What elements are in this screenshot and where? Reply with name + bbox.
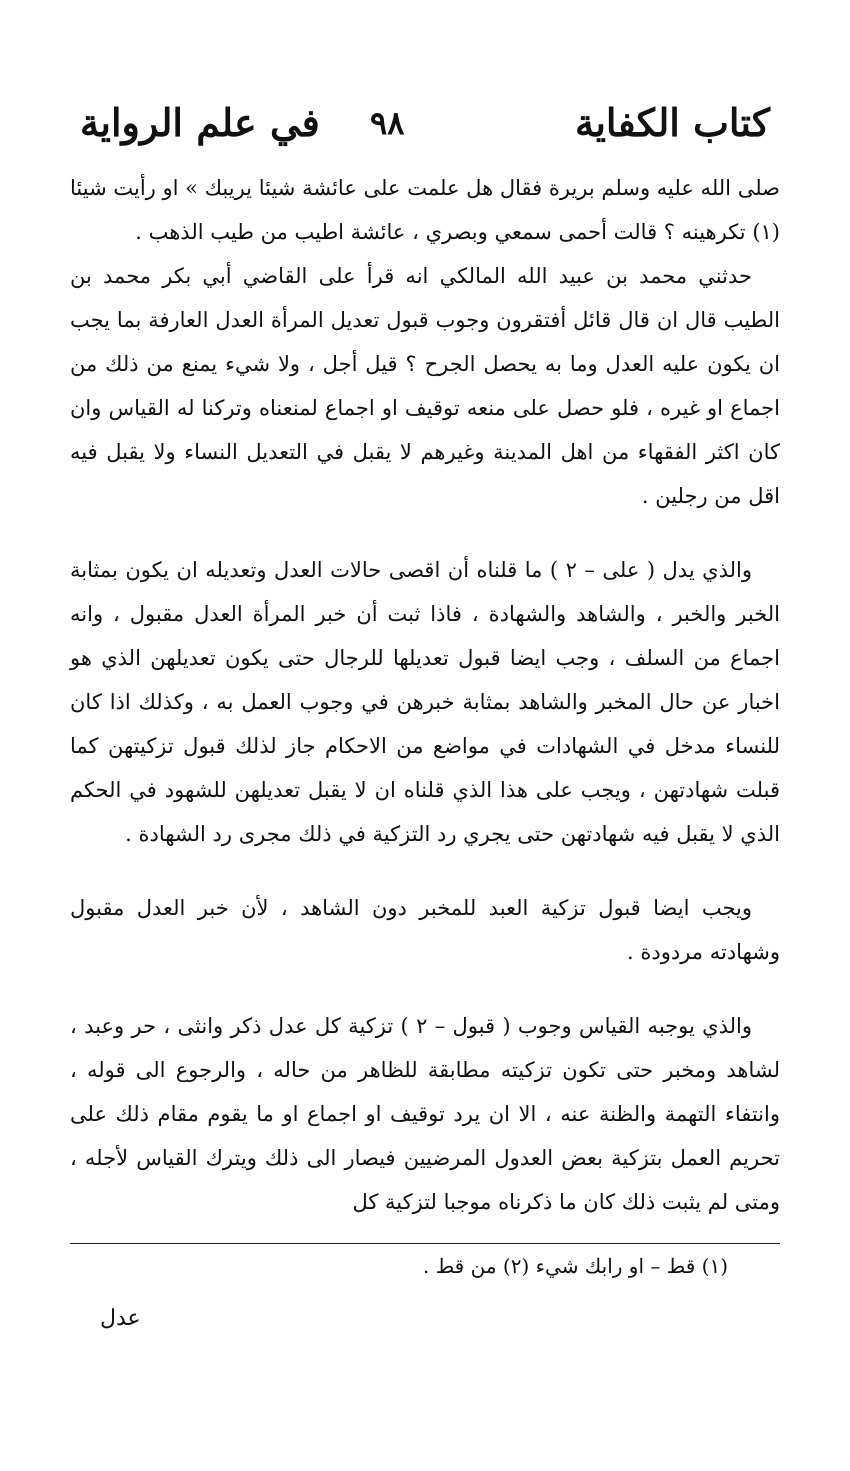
paragraph: والذي يدل ( على – ٢ ) ما قلناه أن اقصى حالات العدل وتعديله ان يكون بمثابة الخبر والخبر ، والشاهد والشهادة ، فاذا ثبت أن خبر المرأة العدل مقبول ، وانه اجماع من السلف ، وجب ايضا قبول تعديلها للرجال حتى يكون تعديلهن الذي هو اخبار عن حال المخبر والشاهد بمثابة خبرهن في وجوب العمل به ، وكذلك اذا كان للنساء مدخل في الشهادات في مواضع من الاحكام جاز لذلك قبول تزكيتهن كما قبلت شهادتهن ، ويجب على هذا الذي قلناه ان لا يقبل تعديلهن للشهود في الحكم الذي لا يقبل فيه شهادتهن حتى يجري رد التزكية في ذلك مجرى رد الشهادة . xyxy=(70,558,780,846)
footnote-divider xyxy=(70,1243,780,1244)
paragraph: حدثني محمد بن عبيد الله المالكي انه قرأ على القاضي أبي بكر محمد بن الطيب قال ان قال قائل أفتقرون وجوب قبول تعديل المرأة العدل العارفة بما يجب ان يكون عليه العدل وما به يحصل الجرح ؟ قيل أجل ، ولا شيء يمنع من ذلك من اجماع او غيره ، فلو حصل على منعه توقيف او اجماع لمنعناه وتركنا له القياس وان كان اكثر الفقهاء من اهل المدينة وغيرهم لا يقبل في التعديل النساء ولا يقبل فيه اقل من رجلين . xyxy=(70,264,780,508)
catchword: عدل xyxy=(100,1306,141,1331)
paragraph: والذي يوجبه القياس وجوب ( قبول – ٢ ) تزكية كل عدل ذكر وانثى ، حر وعبد ، لشاهد ومخبر حتى تكون تزكيته مطابقة للظاهر من حاله ، والرجوع الى قوله ، وانتفاء التهمة والظنة عنه ، الا ان يرد توقيف او اجماع او ما يقوم مقام ذلك على تحريم العمل بتزكية بعض العدول المرضيين فيصار الى ذلك ويترك القياس لأجله ، ومتى لم يثبت ذلك كان ما ذكرناه موجبا لتزكية كل xyxy=(70,1014,780,1214)
paragraph: صلى الله عليه وسلم بريرة فقال هل علمت على عائشة شيئا يريبك » او رأيت شيئا (١) تكرهينه ؟ قالت أحمى سمعي وبصري ، عائشة اطيب من طيب الذهب . xyxy=(70,176,780,244)
page-number: ٩٨ xyxy=(370,104,405,142)
footnote: (١) قط – او رابك شيء (٢) من قط . xyxy=(422,1254,728,1278)
page-header xyxy=(80,100,770,160)
running-title: كتاب الكفاية xyxy=(574,100,770,145)
paragraph: ويجب ايضا قبول تزكية العبد للمخبر دون الشاهد ، لأن خبر العدل مقبول وشهادته مردودة . xyxy=(70,896,780,964)
page-body xyxy=(70,166,780,1224)
running-subject: في علم الرواية xyxy=(80,100,320,145)
